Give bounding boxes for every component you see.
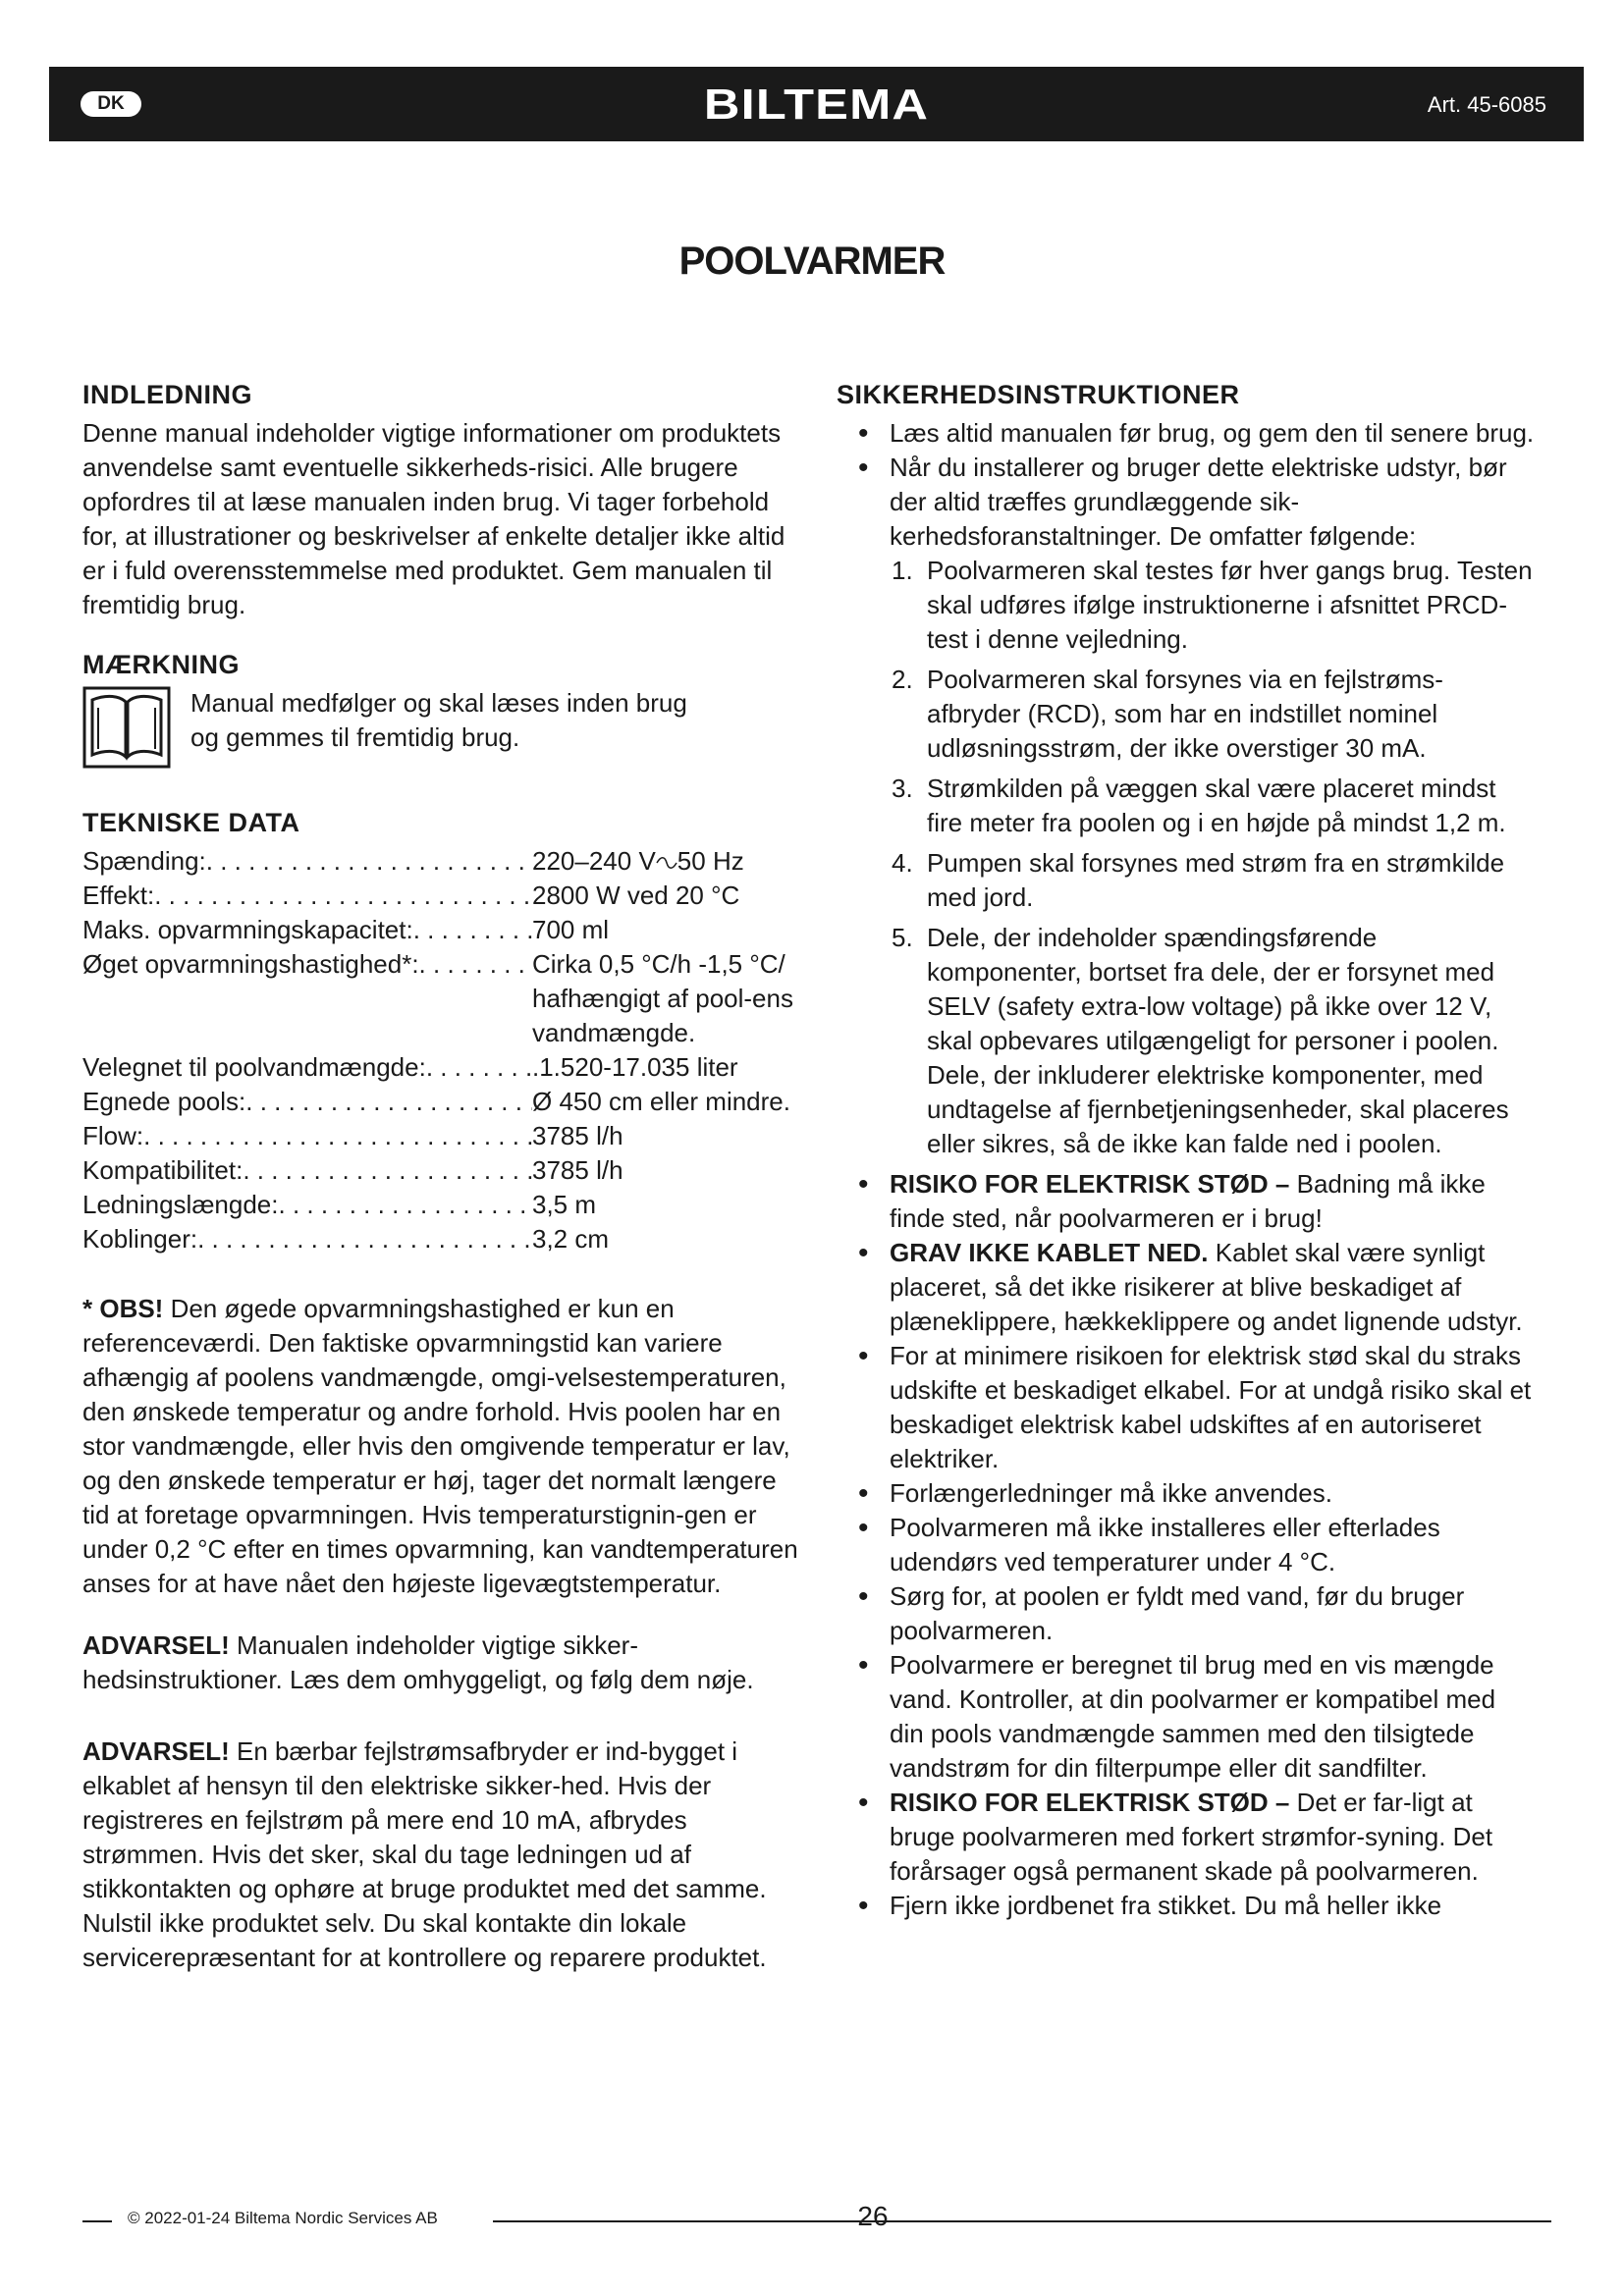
spec-value-text: 3785 l/h [532,1121,623,1150]
spec-value [532,1085,809,1119]
tech-heading: TEKNISKE DATA [82,808,300,837]
spec-value-text: 3785 l/h [532,1155,623,1185]
spec-leader-dots [197,1222,532,1256]
grav-label: GRAV IKKE KABLET NED. [890,1238,1209,1267]
step-item [837,554,1536,657]
step-number: 2. [892,665,913,694]
intro-heading: INDLEDNING [82,380,252,409]
spec-label: Maks. opvarmningskapacitet: [82,915,413,944]
page-title: POOLVARMER [678,240,946,283]
spec-row [82,1222,809,1256]
spec-value [532,947,809,1050]
step-text: Pumpen skal forsynes med strøm fra en strømkilde med jord. [927,848,1505,912]
step-number: 4. [892,848,913,878]
spec-label: Kompatibilitet: [82,1155,244,1185]
step-text: Poolvarmeren skal forsynes via en fejlstrøms-afbryder (RCD), som har en indstillet nominel udløsningsstrøm, der ikke overstiger 30 mA. [927,665,1443,763]
spec-row [82,1085,809,1119]
spec-value-text: 3,2 cm [532,1224,610,1254]
footer-copyright: © 2022-01-24 Biltema Nordic Services AB [128,2209,438,2227]
spec-value-text: 2800 W ved 20 °C [532,881,740,910]
spec-row [82,844,809,879]
safety-list-2 [837,1167,1536,1923]
spec-label: Koblinger: [82,1224,198,1254]
risk1-text: Badning må ikke finde sted, når poolvarmeren er i brug! [890,1169,1486,1233]
intro-section [82,380,809,622]
spec-value [532,1153,809,1188]
spec-value [532,1050,809,1085]
spec-value-text: 700 ml [532,915,610,944]
step-text: Poolvarmeren skal testes før hver gangs brug. Testen skal udføres ifølge instruktionerne i afsnittet PRCD-test i denne vejledning. [927,556,1533,654]
manual-book-icon [82,686,171,769]
spec-leader-dots [419,947,532,982]
list-item [837,1236,1536,1339]
spec-value [532,913,809,947]
warning2-text: En bærbar fejlstrømsafbryder er ind-bygget i elkablet af hensyn til den elektriske sikker-hed. Hvis der registreres en fejlstrøm på mere end 10 mA, afbrydes strømmen. Hvis det sker, skal du tage ledningen ud af stikkontakten og ophøre at bruge produktet med det samme. Nulstil ikke produktet selv. Du skal kontakte din lokale servicerepræsentant for at kontrollere og reparere produktet. [82,1736,767,1972]
language-badge: DK [81,91,141,117]
right-column [837,380,1536,1923]
step-item [837,663,1536,766]
risk2-label: RISIKO FOR ELEKTRISK STØD – [890,1788,1290,1817]
step-item [837,772,1536,840]
obs-text: Den øgede opvarmningshastighed er kun en referenceværdi. Den faktiske opvarmningstid kan variere afhængig af poolens vandmængde, omgi-velsestemperaturen, den ønskede temperatur og andre forhold. Hvis poolen har en stor vandmængde, eller hvis den omgivende temperatur er lav, og den ønskede temperatur er høj, tager det normalt længere tid at foretage opvarmningen. Hvis temperaturstignin-gen er under 0,2 °C efter en times opvarmning, kan vandtemperaturen anses for at have nået den højeste ligevægtstemperatur. [82,1294,798,1598]
spec-row [82,913,809,947]
spec-row [82,1153,809,1188]
list-item: • Sørg for, at poolen er fyldt med vand, før du bruger poolvarmeren. [837,1579,1536,1648]
list-item [837,451,1536,554]
spec-label: Ledningslængde: [82,1190,279,1219]
spec-leader-dots [243,1153,532,1188]
warning2-paragraph [82,1735,809,1975]
article-number: Art. 45-6085 [1427,92,1546,117]
step-number: 1. [892,556,913,585]
list-item: • Forlængerledninger må ikke anvendes. [837,1476,1536,1511]
spec-leader-dots [143,1119,532,1153]
list-item: • Læs altid manualen før brug, og gem den til senere brug. [837,416,1536,451]
spec-leader-dots [279,1188,533,1222]
bullet-text: Når du installerer og bruger dette elektriske udstyr, bør der altid træffes grundlæggende sik-kerhedsforanstaltninger. De omfatter følgende: [890,453,1507,551]
warning1-text: Manualen indeholder vigtige sikker-hedsinstruktioner. Læs dem omhyggeligt, og følg dem nøje. [82,1630,754,1694]
spec-row [82,1188,809,1222]
step-text: Strømkilden på væggen skal være placeret mindst fire meter fra poolen og i en højde på mindst 1,2 m. [927,774,1506,837]
list-item: • Poolvarmeren må ikke installeres eller efterlades udendørs ved temperaturer under 4 °C. [837,1511,1536,1579]
step-number: 5. [892,923,913,952]
obs-paragraph [82,1292,809,1601]
spec-value [532,1222,809,1256]
step-item [837,921,1536,1161]
spec-label: Spænding: [82,846,206,876]
list-item [837,1786,1536,1889]
step-text: Dele, der indeholder spændingsførende komponenter, bortset fra dele, der er forsynet med SELV (safety extra-low voltage) på ikke over 12 V, skal opbevares utilgængeligt for personer i poolen. Dele, der inkluderer elektriske komponenter, med undtagelse af fjernbetjeningsenheder, skal placeres eller sikres, så de ikke kan falde ned i poolen. [927,923,1509,1158]
spec-leader-dots [413,913,532,947]
spec-leader-dots [245,1085,532,1119]
tech-section [82,808,809,1256]
step-number: 3. [892,774,913,803]
spec-row [82,947,809,1050]
intro-text: Denne manual indeholder vigtige informationer om produktets anvendelse samt eventuelle sikkerheds-risici. Alle brugere opfordres til at læse manualen inden brug. Vi tager forbehold for, at illustrationer og beskrivelser af enkelte detaljer ikke altid er i fuld overensstemmelse med produktet. Gem manualen til fremtidig brug. [82,418,785,619]
step-item [837,846,1536,915]
spec-value-text: Ø 450 cm eller mindre. [532,1087,790,1116]
marking-text: Manual medfølger og skal læses inden brug og gemmes til fremtidig brug. [190,688,687,752]
warning1-label: ADVARSEL! [82,1630,230,1660]
spec-label: Egnede pools: [82,1087,246,1116]
spec-label: Øget opvarmningshastighed*: [82,949,419,979]
spec-value [532,1188,809,1222]
spec-value-text: .1.520-17.035 liter [532,1052,738,1082]
spec-value-text: 3,5 m [532,1190,597,1219]
page-number: 26 [857,2201,889,2231]
spec-label: Flow: [82,1121,144,1150]
spec-leader-dots [206,844,532,879]
spec-row [82,1119,809,1153]
warning2-section [82,1735,809,1975]
safety-heading: SIKKERHEDSINSTRUKTIONER [837,380,1240,409]
footer-rule-left [82,2220,112,2222]
warning1-section [82,1629,809,1697]
spec-leader-dots [426,1050,532,1085]
spec-label: Velegnet til poolvandmængde: [82,1052,426,1082]
spec-value [532,1119,809,1153]
footer [82,2201,1551,2236]
spec-value-suffix: 50 Hz [677,846,744,876]
left-column [82,380,809,2002]
safety-steps [837,554,1536,1161]
spec-leader-dots [154,879,532,913]
grav-text: Kablet skal være synligt placeret, så det ikke risikerer at blive beskadiget af plæneklippere, hækkeklippere og andet lignende udstyr. [890,1238,1523,1336]
warning1-paragraph [82,1629,809,1697]
tech-table [82,844,809,1256]
risk1-label: RISIKO FOR ELEKTRISK STØD – [890,1169,1290,1199]
marking-row [82,686,809,769]
marking-section [82,650,809,769]
warning2-label: ADVARSEL! [82,1736,230,1766]
marking-heading: MÆRKNING [82,650,240,679]
header-bar [49,67,1584,141]
ac-sine-icon [656,857,677,869]
list-item: • Poolvarmere er beregnet til brug med en vis mængde vand. Kontroller, at din poolvarmer er kompatibel med din pools vandmængde sammen med den tilsigtede vandstrøm for din filterpumpe eller dit sandfilter. [837,1648,1536,1786]
spec-value-text: Cirka 0,5 °C/h -1,5 °C/ hafhængigt af pool-ens vandmængde. [532,949,793,1047]
spec-value [532,879,809,913]
risk2-text: Det er far-ligt at bruge poolvarmeren med forkert strømfor-syning. Det forårsager også permanent skade på poolvarmeren. [890,1788,1493,1886]
footer-rule-right [872,2220,1551,2222]
obs-label: * OBS! [82,1294,164,1323]
safety-list [837,416,1536,554]
spec-row [82,1050,809,1085]
spec-row [82,879,809,913]
list-item: • For at minimere risikoen for elektrisk stød skal du straks udskifte et beskadiget elkabel. For at undgå risiko skal et beskadiget elektrisk kabel udskiftes af en autoriseret elektriker. [837,1339,1536,1476]
spec-value [532,844,809,879]
list-item: • Fjern ikke jordbenet fra stikket. Du må heller ikke [837,1889,1536,1923]
list-item [837,1167,1536,1236]
brand-logo: BILTEMA [703,80,930,129]
spec-label: Effekt: [82,881,155,910]
obs-section [82,1292,809,1601]
spec-value-text: 220–240 V [532,846,656,876]
